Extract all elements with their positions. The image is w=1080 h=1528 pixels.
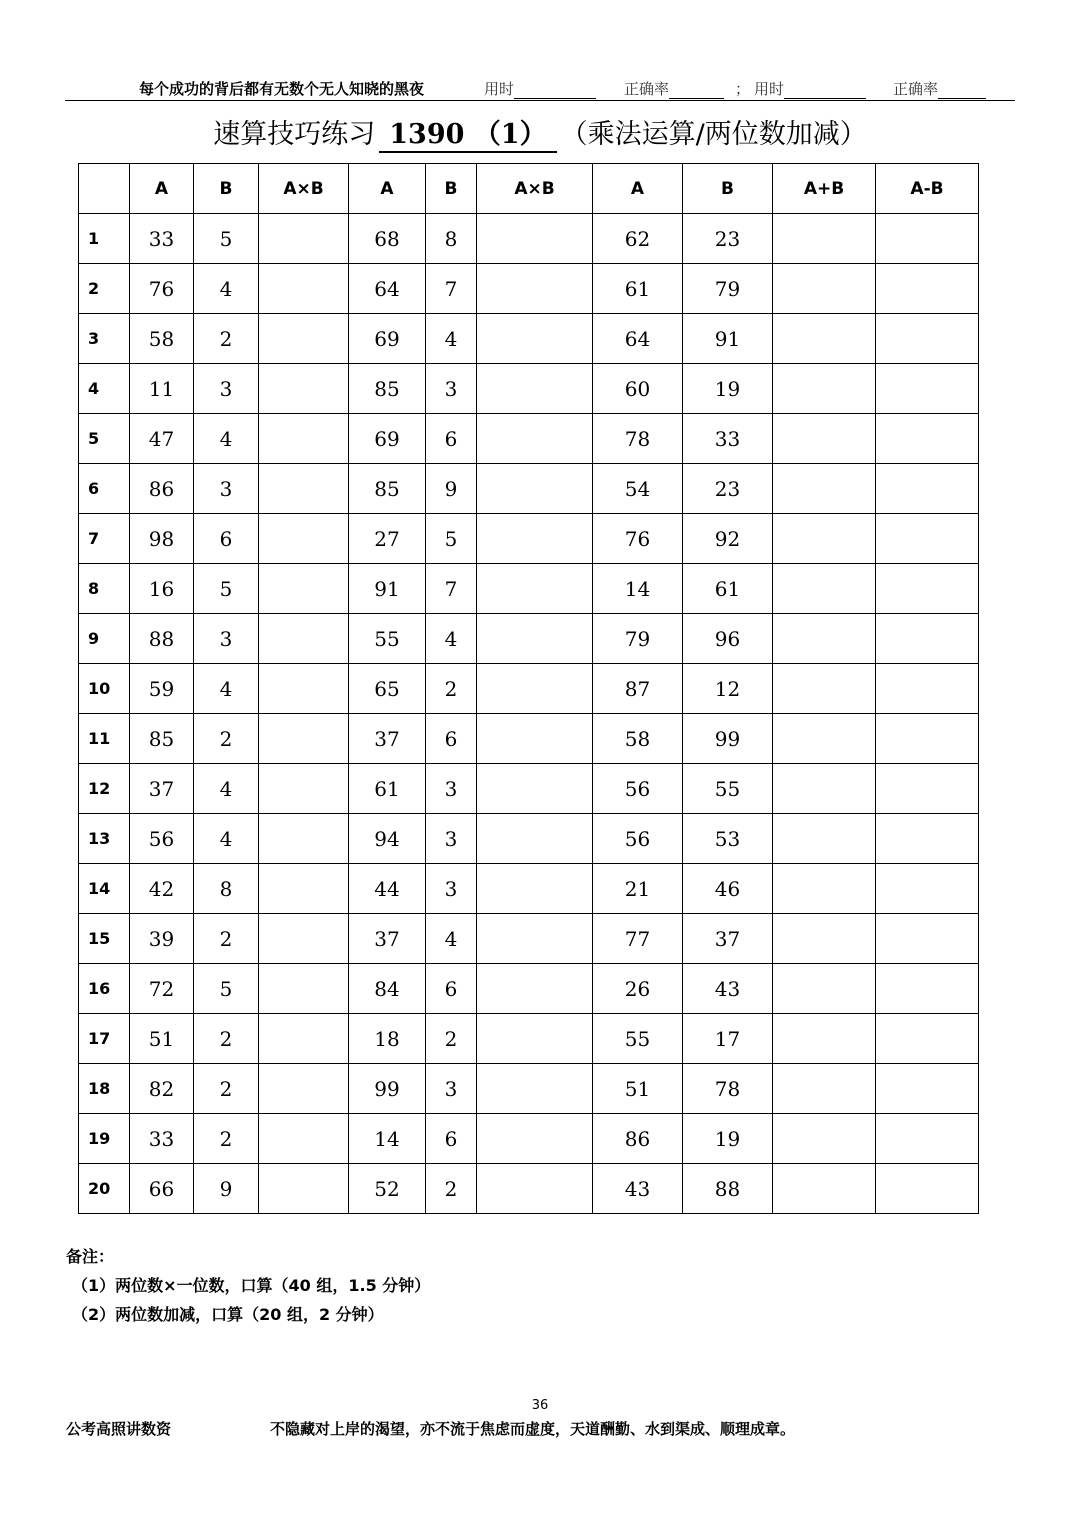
answer-difference[interactable]	[876, 864, 979, 914]
cell-b-3: 46	[683, 864, 773, 914]
cell-a-3: 62	[593, 214, 683, 264]
cell-b-3: 79	[683, 264, 773, 314]
cell-b-1: 4	[194, 814, 259, 864]
table-row	[79, 464, 979, 514]
cell-b-3: 23	[683, 464, 773, 514]
row-number: 2	[79, 264, 130, 314]
answer-difference[interactable]	[876, 814, 979, 864]
cell-b-2: 7	[426, 264, 477, 314]
table-row	[79, 864, 979, 914]
cell-a-3: 78	[593, 414, 683, 464]
cell-a-3: 79	[593, 614, 683, 664]
cell-b-3: 19	[683, 1114, 773, 1164]
answer-difference[interactable]	[876, 1164, 979, 1214]
answer-difference[interactable]	[876, 664, 979, 714]
table-row	[79, 664, 979, 714]
cell-a-1: 86	[130, 464, 194, 514]
cell-b-2: 3	[426, 764, 477, 814]
table-row	[79, 414, 979, 464]
answer-product-1[interactable]	[259, 964, 349, 1014]
header-sum: A+B	[773, 164, 876, 214]
cell-b-1: 5	[194, 214, 259, 264]
cell-b-3: 12	[683, 664, 773, 714]
cell-b-1: 5	[194, 564, 259, 614]
cell-a-3: 60	[593, 364, 683, 414]
row-number: 10	[79, 664, 130, 714]
cell-a-1: 16	[130, 564, 194, 614]
header-motto: 每个成功的背后都有无数个无人知晓的黑夜	[139, 80, 425, 98]
cell-a-3: 21	[593, 864, 683, 914]
cell-b-2: 3	[426, 864, 477, 914]
notes-heading: 备注：	[66, 1247, 115, 1266]
answer-difference[interactable]	[876, 414, 979, 464]
answer-sum[interactable]	[773, 264, 876, 314]
cell-b-1: 3	[194, 614, 259, 664]
answer-sum[interactable]	[773, 214, 876, 264]
answer-difference[interactable]	[876, 1014, 979, 1064]
cell-a-1: 88	[130, 614, 194, 664]
answer-product-1[interactable]	[259, 214, 349, 264]
cell-b-2: 2	[426, 664, 477, 714]
cell-a-3: 14	[593, 564, 683, 614]
cell-b-1: 4	[194, 264, 259, 314]
answer-difference[interactable]	[876, 1064, 979, 1114]
row-number: 16	[79, 964, 130, 1014]
cell-a-1: 59	[130, 664, 194, 714]
row-number: 15	[79, 914, 130, 964]
cell-a-2: 64	[349, 264, 426, 314]
page-title	[0, 112, 1080, 153]
title-prefix: 速算技巧练习	[213, 119, 376, 150]
cell-a-3: 51	[593, 1064, 683, 1114]
row-number: 9	[79, 614, 130, 664]
answer-sum[interactable]	[773, 414, 876, 464]
row-number: 17	[79, 1014, 130, 1064]
cell-a-2: 37	[349, 714, 426, 764]
cell-a-2: 52	[349, 1164, 426, 1214]
cell-b-3: 43	[683, 964, 773, 1014]
answer-product-2[interactable]	[477, 664, 593, 714]
practice-table	[78, 163, 979, 1214]
cell-a-2: 99	[349, 1064, 426, 1114]
time-label-2: 用时	[754, 80, 785, 98]
cell-b-3: 19	[683, 364, 773, 414]
row-number: 13	[79, 814, 130, 864]
answer-product-2[interactable]	[477, 614, 593, 664]
table-row	[79, 714, 979, 764]
answer-product-2[interactable]	[477, 264, 593, 314]
answer-difference[interactable]	[876, 314, 979, 364]
cell-a-3: 64	[593, 314, 683, 364]
cell-b-1: 2	[194, 1064, 259, 1114]
answer-product-1[interactable]	[259, 1064, 349, 1114]
cell-b-2: 4	[426, 314, 477, 364]
answer-difference[interactable]	[876, 614, 979, 664]
cell-a-3: 55	[593, 1014, 683, 1064]
answer-product-2[interactable]	[477, 1164, 593, 1214]
cell-b-3: 96	[683, 614, 773, 664]
cell-b-3: 92	[683, 514, 773, 564]
cell-b-1: 2	[194, 914, 259, 964]
answer-difference[interactable]	[876, 264, 979, 314]
header-a-1: A	[130, 164, 194, 214]
cell-a-2: 68	[349, 214, 426, 264]
answer-product-2[interactable]	[477, 1114, 593, 1164]
cell-a-1: 76	[130, 264, 194, 314]
header-b-2: B	[426, 164, 477, 214]
cell-b-1: 4	[194, 664, 259, 714]
cell-a-2: 61	[349, 764, 426, 814]
cell-b-3: 99	[683, 714, 773, 764]
answer-product-1[interactable]	[259, 264, 349, 314]
note-line-1: （1）两位数×一位数，口算（40 组，1.5 分钟）	[72, 1276, 431, 1295]
header-product-1: A×B	[259, 164, 349, 214]
cell-b-1: 2	[194, 714, 259, 764]
answer-sum[interactable]	[773, 1114, 876, 1164]
row-number: 1	[79, 214, 130, 264]
cell-a-1: 56	[130, 814, 194, 864]
cell-a-1: 51	[130, 1014, 194, 1064]
table-row	[79, 214, 979, 264]
row-number: 7	[79, 514, 130, 564]
table-row	[79, 964, 979, 1014]
cell-b-2: 6	[426, 714, 477, 764]
cell-a-3: 87	[593, 664, 683, 714]
answer-difference[interactable]	[876, 964, 979, 1014]
answer-product-1[interactable]	[259, 914, 349, 964]
table-row	[79, 814, 979, 864]
answer-product-2[interactable]	[477, 464, 593, 514]
answer-product-2[interactable]	[477, 364, 593, 414]
cell-b-1: 6	[194, 514, 259, 564]
separator: ；	[735, 80, 751, 98]
cell-a-3: 43	[593, 1164, 683, 1214]
time-label-1: 用时	[484, 80, 515, 98]
cell-a-3: 54	[593, 464, 683, 514]
cell-a-2: 27	[349, 514, 426, 564]
time-blank-2[interactable]	[784, 82, 866, 99]
answer-difference[interactable]	[876, 514, 979, 564]
answer-sum[interactable]	[773, 564, 876, 614]
cell-b-2: 9	[426, 464, 477, 514]
header-difference: A-B	[876, 164, 979, 214]
notes	[66, 1242, 430, 1329]
cell-b-3: 78	[683, 1064, 773, 1114]
answer-product-2[interactable]	[477, 964, 593, 1014]
time-blank-1[interactable]	[514, 82, 596, 99]
cell-a-3: 61	[593, 264, 683, 314]
cell-a-1: 42	[130, 864, 194, 914]
answer-sum[interactable]	[773, 1164, 876, 1214]
header-b-3: B	[683, 164, 773, 214]
row-number: 18	[79, 1064, 130, 1114]
answer-sum[interactable]	[773, 764, 876, 814]
answer-product-1[interactable]	[259, 414, 349, 464]
cell-b-3: 37	[683, 914, 773, 964]
answer-sum[interactable]	[773, 814, 876, 864]
cell-b-3: 23	[683, 214, 773, 264]
cell-b-2: 8	[426, 214, 477, 264]
cell-b-2: 4	[426, 614, 477, 664]
cell-a-3: 56	[593, 814, 683, 864]
header-b-1: B	[194, 164, 259, 214]
answer-sum[interactable]	[773, 664, 876, 714]
answer-difference[interactable]	[876, 1114, 979, 1164]
cell-b-3: 53	[683, 814, 773, 864]
cell-b-2: 6	[426, 1114, 477, 1164]
header-product-2: A×B	[477, 164, 593, 214]
row-number: 5	[79, 414, 130, 464]
answer-sum[interactable]	[773, 1064, 876, 1114]
cell-b-3: 61	[683, 564, 773, 614]
cell-b-2: 6	[426, 414, 477, 464]
answer-product-2[interactable]	[477, 564, 593, 614]
answer-difference[interactable]	[876, 464, 979, 514]
answer-sum[interactable]	[773, 914, 876, 964]
answer-product-2[interactable]	[477, 314, 593, 364]
answer-product-1[interactable]	[259, 764, 349, 814]
cell-a-1: 82	[130, 1064, 194, 1114]
table-row	[79, 364, 979, 414]
footer-left: 公考高照讲数资	[66, 1420, 172, 1438]
cell-a-1: 39	[130, 914, 194, 964]
cell-a-3: 58	[593, 714, 683, 764]
answer-product-1[interactable]	[259, 514, 349, 564]
answer-product-2[interactable]	[477, 864, 593, 914]
cell-b-3: 88	[683, 1164, 773, 1214]
row-number: 8	[79, 564, 130, 614]
cell-a-1: 37	[130, 764, 194, 814]
cell-a-1: 58	[130, 314, 194, 364]
cell-b-1: 8	[194, 864, 259, 914]
title-code: 1390 （1）	[379, 112, 556, 153]
cell-a-1: 11	[130, 364, 194, 414]
answer-sum[interactable]	[773, 614, 876, 664]
answer-product-1[interactable]	[259, 1014, 349, 1064]
answer-product-2[interactable]	[477, 214, 593, 264]
cell-a-3: 76	[593, 514, 683, 564]
cell-b-1: 5	[194, 964, 259, 1014]
answer-sum[interactable]	[773, 514, 876, 564]
row-number: 6	[79, 464, 130, 514]
answer-product-1[interactable]	[259, 664, 349, 714]
cell-a-2: 91	[349, 564, 426, 614]
cell-b-2: 2	[426, 1014, 477, 1064]
cell-b-1: 2	[194, 1114, 259, 1164]
cell-b-1: 3	[194, 464, 259, 514]
answer-difference[interactable]	[876, 564, 979, 614]
answer-product-1[interactable]	[259, 614, 349, 664]
table-row	[79, 1164, 979, 1214]
note-line-2: （2）两位数加减，口算（20 组，2 分钟）	[72, 1305, 384, 1324]
cell-b-1: 9	[194, 1164, 259, 1214]
accuracy-blank-2[interactable]	[938, 82, 986, 99]
answer-difference[interactable]	[876, 214, 979, 264]
cell-a-2: 84	[349, 964, 426, 1014]
header-index	[79, 164, 130, 214]
row-number: 12	[79, 764, 130, 814]
cell-b-2: 2	[426, 1164, 477, 1214]
answer-product-2[interactable]	[477, 414, 593, 464]
answer-difference[interactable]	[876, 364, 979, 414]
cell-a-2: 94	[349, 814, 426, 864]
page-header	[0, 78, 1080, 98]
cell-b-1: 4	[194, 764, 259, 814]
cell-a-3: 56	[593, 764, 683, 814]
table-row	[79, 764, 979, 814]
answer-sum[interactable]	[773, 714, 876, 764]
cell-a-1: 47	[130, 414, 194, 464]
answer-product-2[interactable]	[477, 1064, 593, 1114]
answer-product-2[interactable]	[477, 514, 593, 564]
cell-a-1: 33	[130, 214, 194, 264]
answer-product-2[interactable]	[477, 914, 593, 964]
table-header-row	[79, 164, 979, 214]
cell-a-2: 85	[349, 364, 426, 414]
answer-product-1[interactable]	[259, 564, 349, 614]
cell-a-2: 55	[349, 614, 426, 664]
title-suffix: （乘法运算/两位数加减）	[560, 119, 867, 150]
time-field-2	[754, 78, 866, 99]
cell-b-2: 3	[426, 364, 477, 414]
answer-sum[interactable]	[773, 1014, 876, 1064]
cell-a-1: 33	[130, 1114, 194, 1164]
cell-b-3: 91	[683, 314, 773, 364]
row-number: 19	[79, 1114, 130, 1164]
answer-difference[interactable]	[876, 914, 979, 964]
header-divider	[65, 100, 1015, 101]
answer-sum[interactable]	[773, 364, 876, 414]
cell-a-1: 98	[130, 514, 194, 564]
answer-sum[interactable]	[773, 864, 876, 914]
accuracy-label-1: 正确率	[624, 80, 670, 98]
cell-a-2: 37	[349, 914, 426, 964]
cell-b-3: 33	[683, 414, 773, 464]
table-row	[79, 914, 979, 964]
answer-product-2[interactable]	[477, 764, 593, 814]
table-row	[79, 1064, 979, 1114]
cell-b-1: 2	[194, 1014, 259, 1064]
cell-a-1: 66	[130, 1164, 194, 1214]
answer-product-1[interactable]	[259, 864, 349, 914]
row-number: 20	[79, 1164, 130, 1214]
answer-product-1[interactable]	[259, 314, 349, 364]
page-number: 36	[531, 1398, 549, 1413]
answer-product-1[interactable]	[259, 1164, 349, 1214]
cell-a-2: 14	[349, 1114, 426, 1164]
answer-sum[interactable]	[773, 314, 876, 364]
table-row	[79, 264, 979, 314]
cell-a-2: 85	[349, 464, 426, 514]
row-number: 4	[79, 364, 130, 414]
cell-b-2: 7	[426, 564, 477, 614]
cell-b-3: 55	[683, 764, 773, 814]
cell-a-3: 26	[593, 964, 683, 1014]
cell-a-3: 86	[593, 1114, 683, 1164]
cell-b-3: 17	[683, 1014, 773, 1064]
cell-b-1: 2	[194, 314, 259, 364]
accuracy-blank-1[interactable]	[669, 82, 724, 99]
answer-sum[interactable]	[773, 464, 876, 514]
answer-product-1[interactable]	[259, 1114, 349, 1164]
row-number: 11	[79, 714, 130, 764]
answer-product-1[interactable]	[259, 814, 349, 864]
accuracy-label-2: 正确率	[893, 80, 939, 98]
cell-b-1: 4	[194, 414, 259, 464]
accuracy-field-1	[624, 78, 724, 99]
time-field-1	[484, 78, 596, 99]
answer-product-2[interactable]	[477, 1014, 593, 1064]
cell-b-2: 4	[426, 914, 477, 964]
cell-b-2: 3	[426, 1064, 477, 1114]
table-row	[79, 564, 979, 614]
answer-difference[interactable]	[876, 764, 979, 814]
header-a-3: A	[593, 164, 683, 214]
cell-b-2: 6	[426, 964, 477, 1014]
row-number: 3	[79, 314, 130, 364]
cell-a-2: 18	[349, 1014, 426, 1064]
table-row	[79, 614, 979, 664]
answer-difference[interactable]	[876, 714, 979, 764]
table-row	[79, 514, 979, 564]
answer-product-1[interactable]	[259, 464, 349, 514]
cell-a-1: 72	[130, 964, 194, 1014]
answer-sum[interactable]	[773, 964, 876, 1014]
accuracy-field-2	[893, 78, 986, 99]
cell-a-1: 85	[130, 714, 194, 764]
answer-product-2[interactable]	[477, 814, 593, 864]
table-row	[79, 1014, 979, 1064]
footer-slogan: 不隐藏对上岸的渴望，亦不流于焦虑而虚度，天道酬勤、水到渠成、顺理成章。	[270, 1420, 796, 1438]
cell-a-3: 77	[593, 914, 683, 964]
answer-product-2[interactable]	[477, 714, 593, 764]
cell-b-1: 3	[194, 364, 259, 414]
table-row	[79, 1114, 979, 1164]
row-number: 14	[79, 864, 130, 914]
answer-product-1[interactable]	[259, 364, 349, 414]
table-row	[79, 314, 979, 364]
cell-a-2: 65	[349, 664, 426, 714]
answer-product-1[interactable]	[259, 714, 349, 764]
cell-a-2: 69	[349, 314, 426, 364]
cell-b-2: 5	[426, 514, 477, 564]
cell-a-2: 69	[349, 414, 426, 464]
header-a-2: A	[349, 164, 426, 214]
cell-b-2: 3	[426, 814, 477, 864]
cell-a-2: 44	[349, 864, 426, 914]
